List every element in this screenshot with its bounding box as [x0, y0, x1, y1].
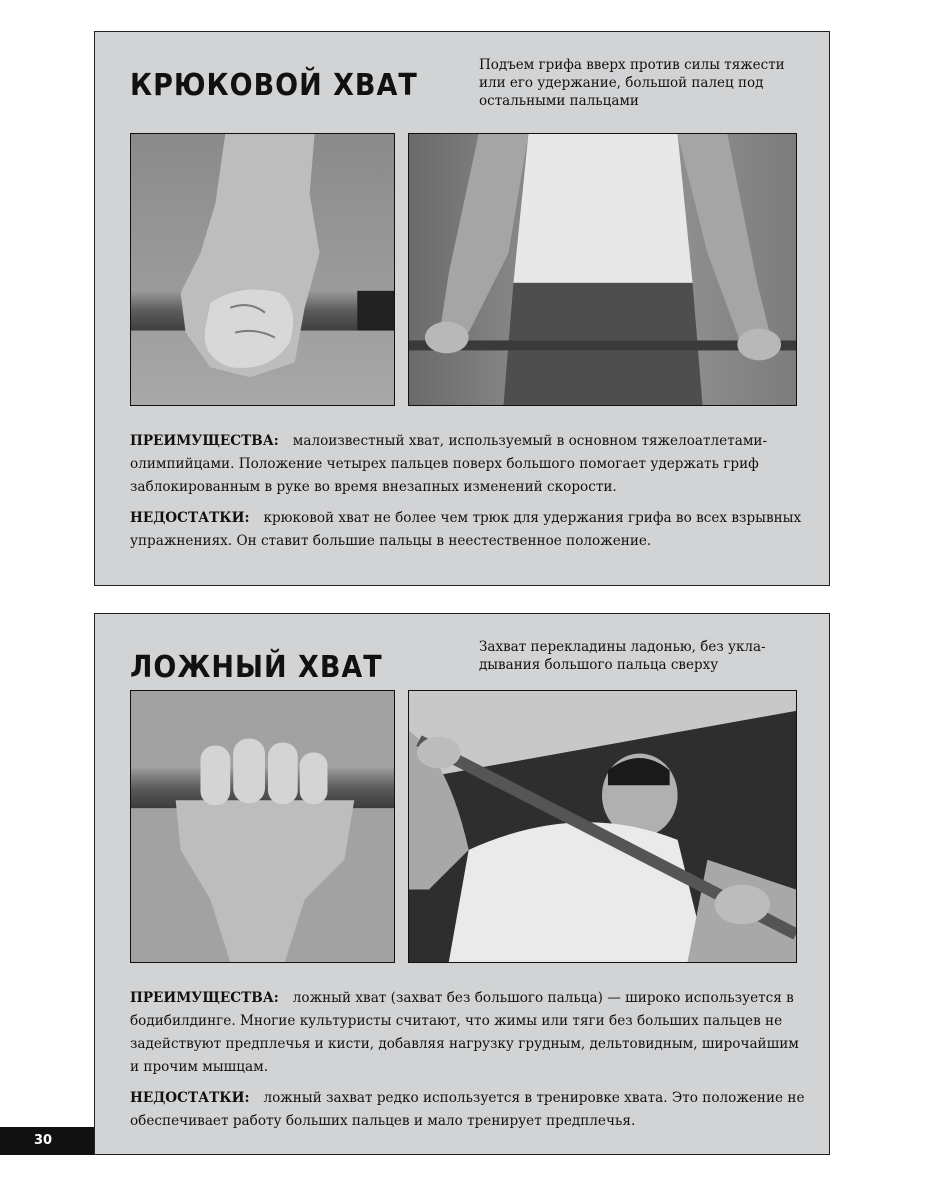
- advantages-text: ложный хват (захват без большого пальца) — широко используется в бодибилдинге. Многие культуристы считают, что жимы или тяги без больших пальцев не задействуют предплечья и кисти, добавляя нагрузку грудным, дельтовидным, широчайшим и прочим мышцам.: [130, 990, 799, 1075]
- false-grip-bench-press-photo: [408, 690, 797, 963]
- disadvantages-label: НЕДОСТАТКИ:: [130, 1090, 250, 1106]
- section-body: [130, 430, 810, 561]
- disadvantages-paragraph: [130, 1087, 810, 1133]
- section-title: ЛОЖНЫЙ ХВАТ: [130, 650, 383, 685]
- section-title: КРЮКОВОЙ ХВАТ: [130, 68, 418, 103]
- advantages-label: ПРЕИМУЩЕСТВА:: [130, 990, 279, 1006]
- disadvantages-paragraph: [130, 507, 810, 553]
- disadvantages-text: ложный захват редко используется в тренировке хвата. Это положение не обеспечивает работу больших пальцев и мало тренирует предплечья.: [130, 1090, 805, 1129]
- section-subtitle: Захват перекладины ладонью, без укладывания большого пальца сверху: [479, 639, 766, 673]
- advantages-paragraph: [130, 987, 810, 1079]
- advantages-text: малоизвестный хват, используемый в основном тяжелоатлетами-олимпийцами. Положение четырех пальцев поверх большого помогает удержать гриф заблокированным в руке во время внезапных изменений скорости.: [130, 433, 768, 495]
- page-number: 30: [0, 1127, 94, 1155]
- disadvantages-label: НЕДОСТАТКИ:: [130, 510, 250, 526]
- hook-grip-section: [94, 31, 830, 586]
- section-body: [130, 987, 810, 1141]
- hook-grip-closeup-photo: [130, 133, 395, 406]
- false-grip-closeup-photo: [130, 690, 395, 963]
- disadvantages-text: крюковой хват не более чем трюк для удержания грифа во всех взрывных упражнениях. Он ставит большие пальцы в неестественное положение.: [130, 510, 802, 549]
- hook-grip-deadlift-photo: [408, 133, 797, 406]
- advantages-paragraph: [130, 430, 810, 499]
- advantages-label: ПРЕИМУЩЕСТВА:: [130, 433, 279, 449]
- section-subtitle: Подъем грифа вверх против силы тяжести или его удержание, большой палец под остальными пальцами: [479, 57, 785, 109]
- false-grip-section: [94, 613, 830, 1155]
